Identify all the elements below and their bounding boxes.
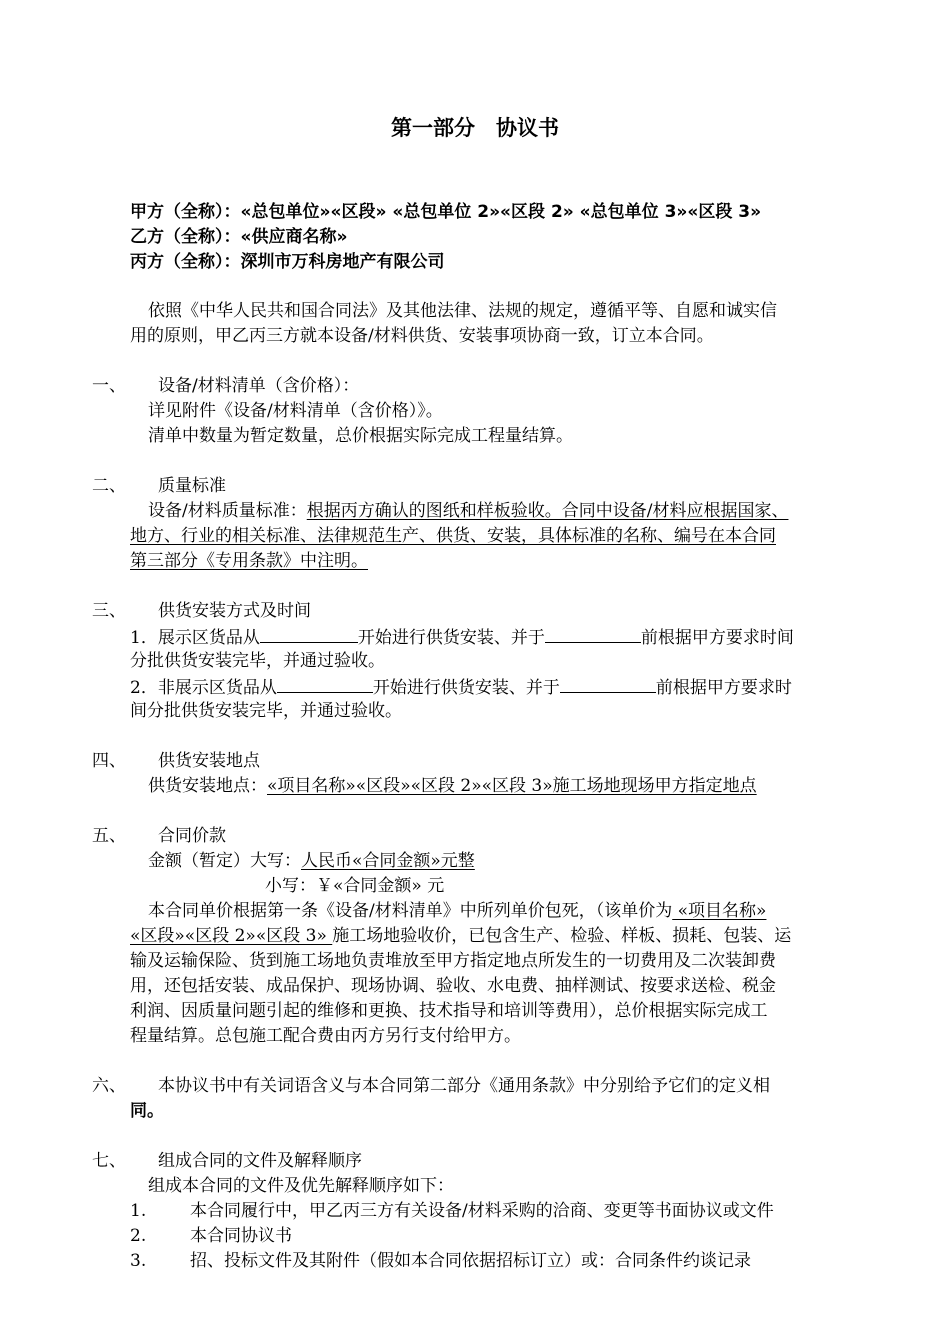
item-text: 开始进行供货安装、并于 [372,678,560,698]
section-title: 供货安装方式及时间 [158,601,311,621]
quality-text-1: 根据丙方确认的图纸和样板验收。合同中设备/材料应根据国家、 [306,501,789,521]
date-blank[interactable] [277,674,373,693]
location-value: «项目名称»«区段»«区段 2»«区段 3»施工场地现场甲方指定地点 [267,776,757,796]
section-number: 四、 [92,751,126,771]
section-1-heading [92,374,359,398]
s3-item-2-cont: 间分批供货安装完毕，并通过验收。 [130,701,402,721]
amount-upper [148,849,475,873]
list-text: 招、投标文件及其附件（假如本合同依据招标订立）或：合同条件约谈记录 [190,1251,751,1271]
amount-upper-label: 金额（暂定）大写： [148,851,301,871]
section-title: 质量标准 [158,476,226,496]
section-field: «区段»«区段 2»«区段 3» [130,926,333,946]
page-title: 第一部分 协议书 [391,116,559,140]
section-4-heading [92,749,260,773]
s2-line-1 [148,499,788,523]
section-7-heading [92,1149,362,1173]
s5-para-line-5: 利润、因质量问题引起的维修和更换、技术指导和培训等费用），总价根据实际完成工 [130,1001,768,1021]
para-text: 施工场地验收价，已包含生产、检验、样板、损耗、包装、运 [332,926,792,946]
section-number: 二、 [92,476,126,496]
s3-item-1-cont: 分批供货安装完毕，并通过验收。 [130,651,385,671]
item-text: 前根据甲方要求时间 [640,628,794,648]
section-2-heading [92,474,226,498]
section-number: 三、 [92,601,126,621]
amount-lower-value: ￥«合同金额» 元 [316,876,445,896]
amount-lower [265,874,444,898]
section-number: 一、 [92,376,126,396]
section-title: 合同价款 [158,826,226,846]
date-blank[interactable] [545,624,641,643]
s5-para-line-3: 输及运输保险、货到施工场地负责堆放至甲方指定地点所发生的一切费用及二次装卸费 [130,951,776,971]
s1-line-1: 详见附件《设备/材料清单（含价格）》。 [148,401,443,421]
s5-para-line-4: 用，还包括安装、成品保护、现场协调、验收、水电费、抽样测试、按要求送检、税金 [130,976,776,996]
item-text: 开始进行供货安装、并于 [357,628,545,648]
s5-para-line-1 [148,899,766,923]
s2-line-3: 第三部分《专用条款》中注明。 [130,551,368,571]
quality-label: 设备/材料质量标准： [148,501,307,521]
list-item [130,1249,751,1273]
list-number: 2. [130,1226,147,1246]
list-item [130,1224,292,1248]
section-3-heading [92,599,311,623]
section-title: 组成合同的文件及解释顺序 [158,1151,362,1171]
intro-line-2: 用的原则，甲乙丙三方就本设备/材料供货、安装事项协商一致，订立本合同。 [130,326,714,346]
section-6-cont: 同。 [130,1101,164,1121]
section-title: 设备/材料清单（含价格）： [158,376,360,396]
s3-item-2 [130,674,792,700]
section-6-heading [92,1074,770,1098]
s7-intro: 组成本合同的文件及优先解释顺序如下： [148,1176,454,1196]
section-number: 六、 [92,1076,126,1096]
item-text: 前根据甲方要求时 [655,678,792,698]
list-text: 本合同协议书 [190,1226,292,1246]
list-text: 本合同履行中，甲乙丙三方有关设备/材料采购的洽商、变更等书面协议或文件 [190,1201,774,1221]
list-number: 3. [130,1251,147,1271]
para-text: 本合同单价根据第一条《设备/材料清单》中所列单价包死，（该单价为 [148,901,673,921]
party-c: 丙方（全称）：深圳市万科房地产有限公司 [130,252,445,272]
item-text: 2．非展示区货品从 [130,678,277,698]
party-a: 甲方（全称）：«总包单位»«区段» «总包单位 2»«区段 2» «总包单位 3»«区段 3» [130,202,762,222]
location-label: 供货安装地点： [148,776,267,796]
section-title: 供货安装地点 [158,751,260,771]
s1-line-2: 清单中数量为暂定数量，总价根据实际完成工程量结算。 [148,426,573,446]
section-6-text: 本协议书中有关词语含义与本合同第二部分《通用条款》中分别给予它们的定义相 [158,1076,770,1096]
date-blank[interactable] [560,674,656,693]
s5-para-line-6: 程量结算。总包施工配合费由丙方另行支付给甲方。 [130,1026,521,1046]
s3-item-1 [130,624,794,650]
section-number: 五、 [92,826,126,846]
item-text: 1．展示区货品从 [130,628,260,648]
amount-lower-label: 小写： [265,876,316,896]
section-5-heading [92,824,226,848]
list-number: 1. [130,1201,147,1221]
s4-location [148,774,757,798]
s5-para-line-2 [130,924,791,948]
date-blank[interactable] [260,624,358,643]
project-name-field: «项目名称» [672,901,767,921]
list-item [130,1199,774,1223]
intro-line-1: 依照《中华人民共和国合同法》及其他法律、法规的规定，遵循平等、自愿和诚实信 [148,301,777,321]
section-number: 七、 [92,1151,126,1171]
amount-upper-value: 人民币«合同金额»元整 [301,851,475,871]
party-b: 乙方（全称）：«供应商名称» [130,227,348,247]
s2-line-2: 地方、行业的相关标准、法律规范生产、供货、安装，具体标准的名称、编号在本合同 [130,526,776,546]
